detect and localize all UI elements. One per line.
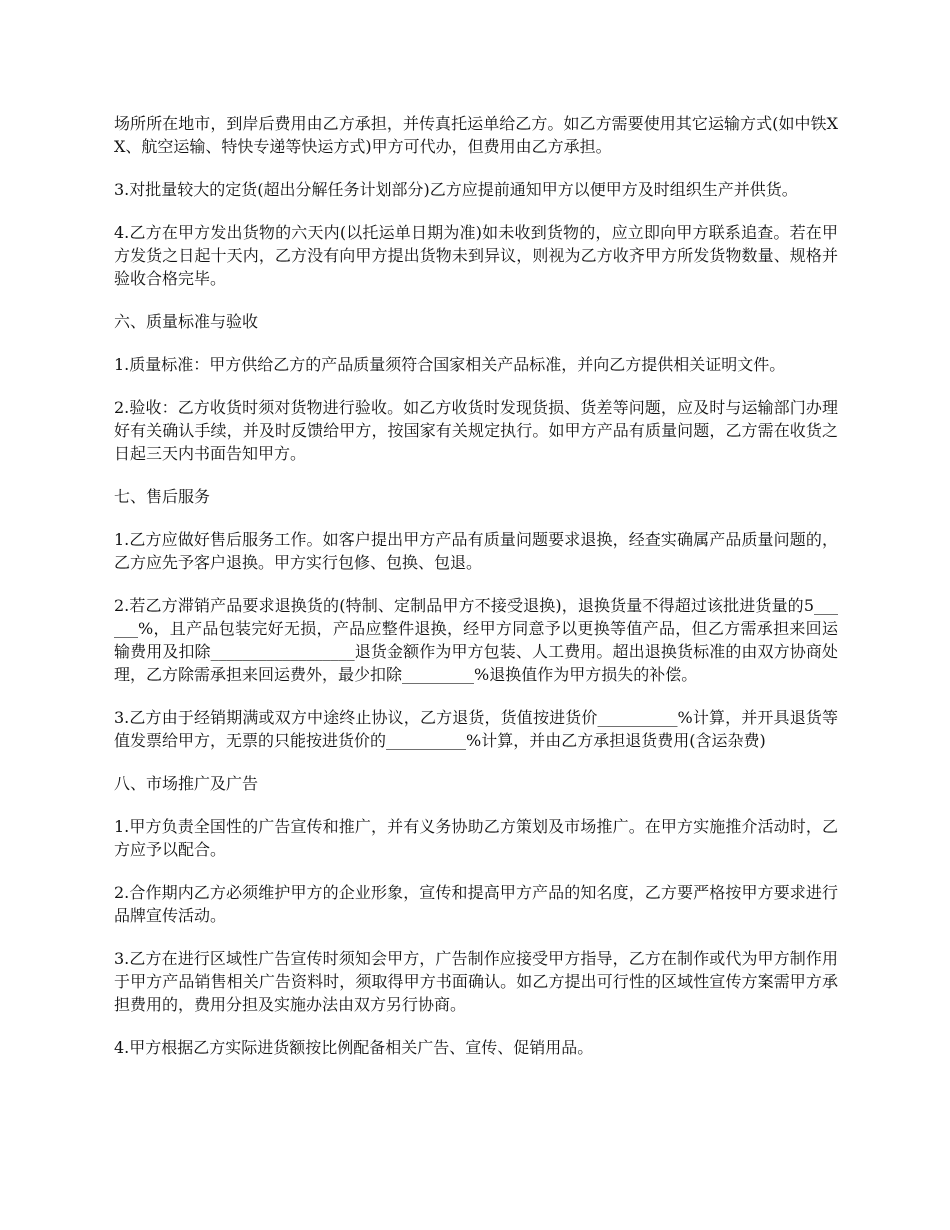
paragraph-returns-exchange: 2.若乙方滞销产品要求退换货的(特制、定制品甲方不接受退换)，退换货量不得超过该批进货量的5______%，且产品包装完好无损，产品应整件退换，经甲方同意予以更换等值产品，但乙方需承担来回运输费用及扣除__________________退货金额作为甲方包装、人工费用。超出退换货标准的由双方协商处理，乙方除需承担来回运费外，最少扣除_________%退换值作为甲方损失的补偿。 [114,596,838,684]
paragraph-after-sales-service: 1.乙方应做好售后服务工作。如客户提出甲方产品有质量问题要求退换，经查实确属产品质量问题的，乙方应先予客户退换。甲方实行包修、包换、包退。 [114,530,838,572]
paragraph-termination-returns: 3.乙方由于经销期满或双方中途终止协议，乙方退货，货值按进货价__________%计算，并开具退货等值发票给甲方，无票的只能按进货价的__________%计算，并由乙方承担退货费用(含运杂费) [114,708,838,750]
paragraph-regional-advertising: 3.乙方在进行区域性广告宣传时须知会甲方，广告制作应接受甲方指导，乙方在制作或代为甲方制作用于甲方产品销售相关广告资料时，须取得甲方书面确认。如乙方提出可行性的区域性宣传方案需甲方承担费用的，费用分担及实施办法由双方另行协商。 [114,949,838,1014]
section-heading-after-sales: 七、售后服务 [114,487,211,506]
paragraph-bulk-order-notice: 3.对批量较大的定货(超出分解任务计划部分)乙方应提前通知甲方以便甲方及时组织生产并供货。 [114,180,798,199]
paragraph-national-advertising: 1.甲方负责全国性的广告宣传和推广，并有义务协助乙方策划及市场推广。在甲方实施推介活动时，乙方应予以配合。 [114,817,838,859]
paragraph-promotional-materials: 4.甲方根据乙方实际进货额按比例配备相关广告、宣传、促销用品。 [114,1038,594,1057]
paragraph-quality-standard: 1.质量标准：甲方供给乙方的产品质量须符合国家相关产品标准，并向乙方提供相关证明文件。 [114,355,786,374]
section-heading-marketing: 八、市场推广及广告 [114,774,259,793]
paragraph-brand-image: 2.合作期内乙方必须维护甲方的企业形象，宣传和提高甲方产品的知名度，乙方要严格按甲方要求进行品牌宣传活动。 [114,883,838,925]
paragraph-delivery-inquiry: 4.乙方在甲方发出货物的六天内(以托运单日期为准)如未收到货物的，应立即向甲方联系追查。若在甲方发货之日起十天内，乙方没有向甲方提出货物未到异议，则视为乙方收齐甲方所发货物数量、规格并验收合格完毕。 [114,223,838,288]
paragraph-inspection: 2.验收：乙方收货时须对货物进行验收。如乙方收货时发现货损、货差等问题，应及时与运输部门办理好有关确认手续，并及时反馈给甲方，按国家有关规定执行。如甲方产品有质量问题，乙方需在收货之日起三天内书面告知甲方。 [114,398,838,463]
paragraph-shipping-continued: 场所所在地市，到岸后费用由乙方承担，并传真托运单给乙方。如乙方需要使用其它运输方式(如中铁XX、航空运输、特快专递等快运方式)甲方可代办，但费用由乙方承担。 [114,114,838,156]
section-heading-quality: 六、质量标准与验收 [114,312,259,331]
